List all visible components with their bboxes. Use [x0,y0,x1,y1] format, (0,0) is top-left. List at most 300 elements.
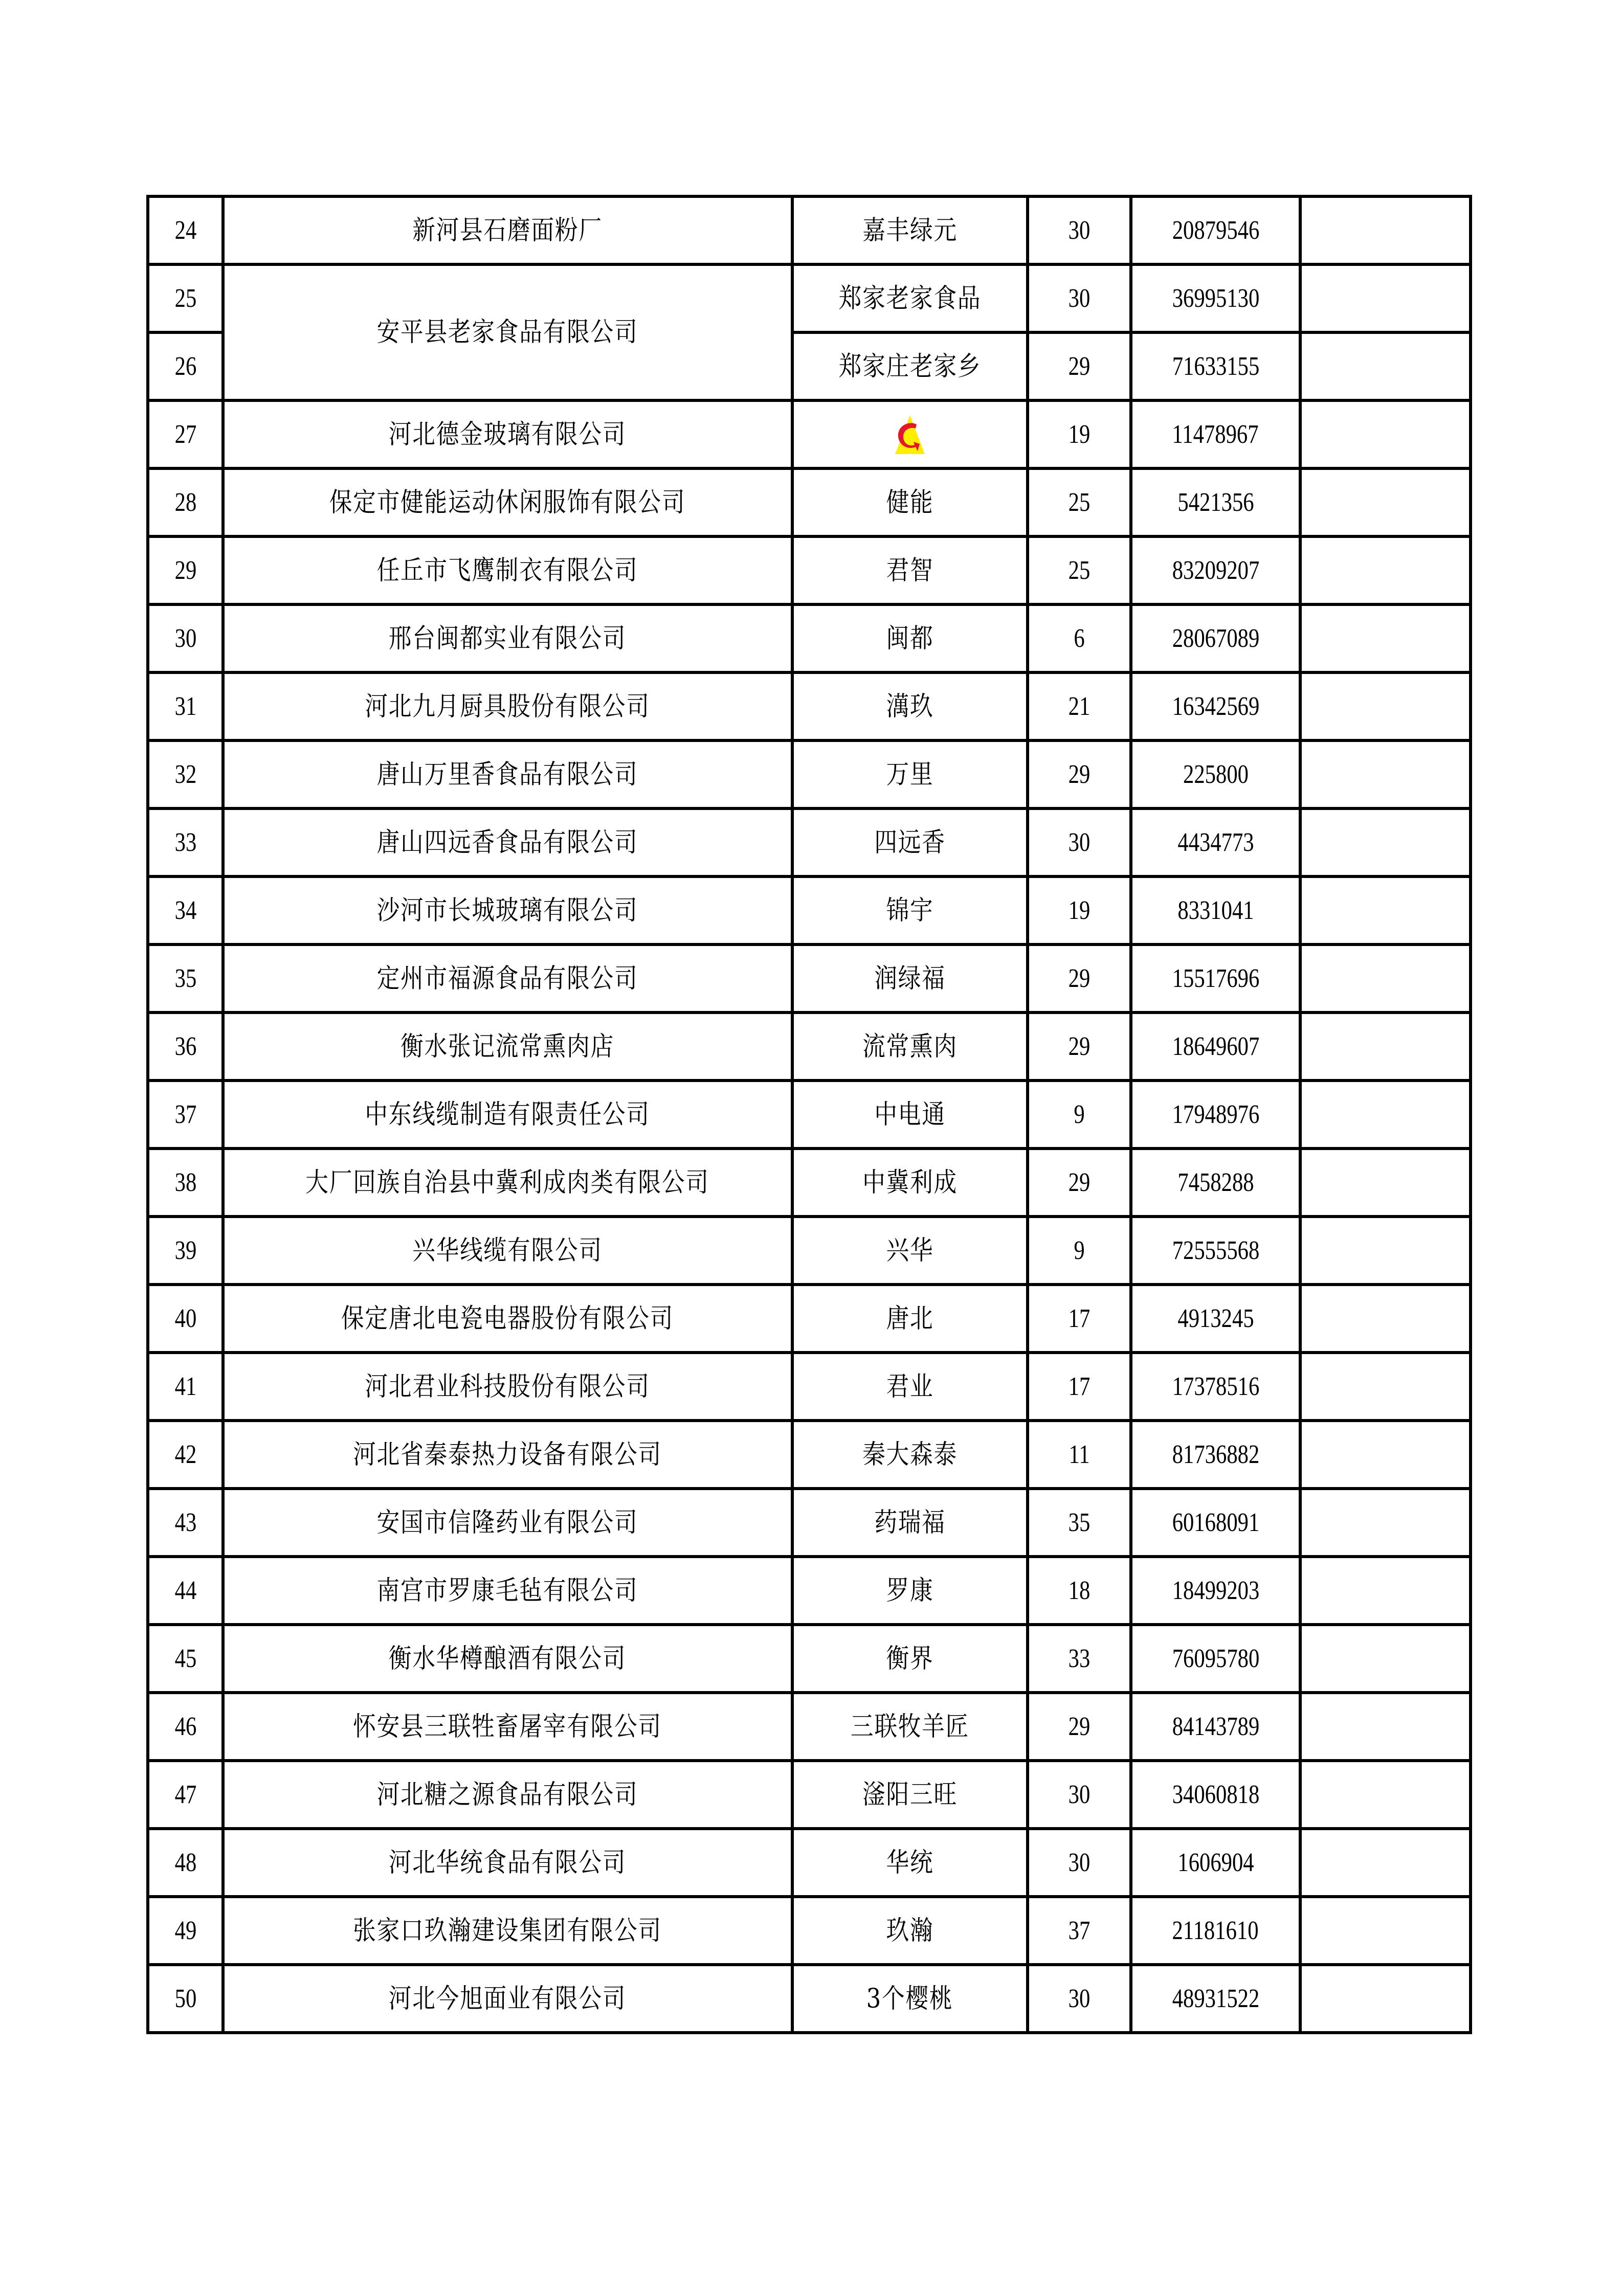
table-row [148,196,1471,264]
registration-number-cell-text: 36995130 [1172,283,1259,313]
company-name-cell [223,1761,792,1829]
company-name-cell-text: 沙河市长城玻璃有限公司 [377,895,638,926]
registration-number-cell [1131,196,1300,264]
table-row [148,1761,1471,1829]
table-row [148,1081,1471,1149]
company-name-cell-text: 河北华统食品有限公司 [389,1847,627,1878]
table-row [148,264,1471,332]
company-name-cell [223,1965,792,2033]
trademark-cell [792,1149,1028,1217]
trademark-cell-text: 秦大森泰 [862,1439,958,1470]
row-number-cell [148,672,223,740]
trademark-cell [792,468,1028,536]
remark-cell [1300,1217,1471,1285]
remark-cell [1300,1489,1471,1557]
company-name-cell-text: 大厂回族自治县中冀利成肉类有限公司 [305,1167,710,1198]
registration-number-cell [1131,1149,1300,1217]
registration-number-cell-text: 225800 [1183,759,1249,789]
company-name-cell [223,264,792,400]
row-number-cell-text: 35 [174,963,196,993]
row-number-cell [148,1489,223,1557]
class-cell-text: 30 [1068,1848,1091,1877]
class-cell-text: 6 [1074,623,1085,653]
registration-number-cell-text: 16342569 [1172,691,1259,721]
trademark-cell-text: 澫玖 [886,691,934,722]
company-name-cell [223,1557,792,1625]
remark-cell [1300,808,1471,876]
company-name-cell-text: 保定市健能运动休闲服饰有限公司 [329,487,686,518]
trademark-cell-text: 中电通 [874,1099,946,1130]
row-number-cell [148,1012,223,1081]
table-row [148,1965,1471,2033]
trademark-cell-text: 罗康 [886,1575,934,1606]
company-name-cell-text: 河北今旭面业有限公司 [389,1983,627,2014]
row-number-cell [148,264,223,332]
remark-cell [1300,1965,1471,2033]
trademark-cell-text: 中冀利成 [862,1167,958,1198]
remark-cell [1300,400,1471,468]
row-number-cell-text: 34 [174,895,196,925]
class-cell [1028,1557,1131,1625]
registration-number-cell [1131,264,1300,332]
company-name-cell [223,1217,792,1285]
remark-cell [1300,1557,1471,1625]
class-cell-text: 30 [1068,215,1091,245]
company-name-cell-text: 南宫市罗康毛毡有限公司 [377,1575,638,1606]
remark-cell [1300,1012,1471,1081]
registration-number-cell [1131,1081,1300,1149]
trademark-cell [792,808,1028,876]
remark-cell [1300,1421,1471,1489]
row-number-cell [148,196,223,264]
registration-number-cell [1131,1965,1300,2033]
registration-number-cell-text: 5421356 [1177,487,1254,517]
company-name-cell-text: 安国市信隆药业有限公司 [377,1507,638,1538]
class-cell [1028,468,1131,536]
company-name-cell-text: 张家口玖瀚建设集团有限公司 [353,1915,662,1946]
table-row [148,1149,1471,1217]
trademark-cell [792,1897,1028,1965]
class-cell [1028,1012,1131,1081]
company-name-cell-text: 邢台闽都实业有限公司 [389,623,627,654]
row-number-cell-text: 25 [174,283,196,313]
company-name-cell-text: 唐山四远香食品有限公司 [377,827,638,858]
class-cell [1028,1897,1131,1965]
trademark-cell [792,1012,1028,1081]
registration-number-cell [1131,1625,1300,1693]
company-name-cell [223,672,792,740]
trademark-cell-text: 郑家老家食品 [838,283,982,314]
row-number-cell [148,604,223,672]
trademark-cell-text: 四远香 [874,827,946,858]
table-row [148,944,1471,1012]
table-row [148,604,1471,672]
row-number-cell-text: 45 [174,1644,196,1673]
dejin-logo-icon [894,414,926,455]
registration-number-cell [1131,1693,1300,1761]
class-cell [1028,1829,1131,1897]
company-name-cell [223,808,792,876]
trademark-cell [792,536,1028,604]
trademark-cell-text: 郑家庄老家乡 [838,351,982,382]
table-row [148,740,1471,808]
class-cell [1028,1353,1131,1421]
registration-number-cell [1131,740,1300,808]
remark-cell [1300,1353,1471,1421]
row-number-cell [148,468,223,536]
company-name-cell-text: 任丘市飞鹰制衣有限公司 [377,555,638,586]
remark-cell [1300,536,1471,604]
trademark-cell-text: 君智 [886,555,934,586]
company-name-cell [223,196,792,264]
row-number-cell [148,1285,223,1353]
company-name-cell-text: 河北九月厨具股份有限公司 [365,691,651,722]
class-cell-text: 37 [1068,1916,1091,1945]
registration-number-cell [1131,400,1300,468]
registration-number-cell-text: 76095780 [1172,1644,1259,1673]
class-cell [1028,536,1131,604]
company-name-cell [223,944,792,1012]
table-row [148,1897,1471,1965]
class-cell-text: 30 [1068,1780,1091,1809]
registration-number-cell-text: 48931522 [1172,1984,1259,2013]
row-number-cell [148,1761,223,1829]
company-name-cell [223,1081,792,1149]
row-number-cell [148,536,223,604]
company-name-cell [223,876,792,944]
class-cell-text: 29 [1068,759,1091,789]
class-cell [1028,1217,1131,1285]
class-cell-text: 18 [1068,1575,1091,1605]
trademark-cell [792,1829,1028,1897]
trademark-cell [792,1421,1028,1489]
trademark-cell-text: 流常熏肉 [862,1031,958,1062]
company-name-cell [223,1421,792,1489]
table-row [148,400,1471,468]
company-name-cell [223,604,792,672]
registration-number-cell-text: 71633155 [1172,351,1259,381]
row-number-cell [148,808,223,876]
trademark-cell-text: 唐北 [886,1303,934,1334]
row-number-cell-text: 42 [174,1439,196,1469]
trademark-cell-text: 三联牧羊匠 [850,1711,970,1742]
class-cell [1028,1693,1131,1761]
table-row [148,1829,1471,1897]
class-cell [1028,1285,1131,1353]
trademark-cell [792,604,1028,672]
class-cell-text: 11 [1069,1439,1090,1469]
trademark-cell-text: 华统 [886,1847,934,1878]
class-cell [1028,672,1131,740]
remark-cell [1300,1897,1471,1965]
trademark-cell-text: 君业 [886,1371,934,1402]
class-cell [1028,1421,1131,1489]
trademark-cell [792,400,1028,468]
remark-cell [1300,672,1471,740]
row-number-cell-text: 46 [174,1712,196,1741]
registration-number-cell-text: 28067089 [1172,623,1259,653]
company-name-cell-text: 衡水华樽酿酒有限公司 [389,1643,627,1674]
registration-number-cell [1131,332,1300,400]
registration-number-cell-text: 11478967 [1172,419,1259,449]
class-cell-text: 19 [1068,419,1091,449]
registration-number-cell [1131,536,1300,604]
trademark-cell [792,264,1028,332]
row-number-cell-text: 40 [174,1303,196,1333]
remark-cell [1300,1149,1471,1217]
table-row [148,1012,1471,1081]
company-name-cell-text: 河北省秦泰热力设备有限公司 [353,1439,662,1470]
trademark-cell [792,1285,1028,1353]
registration-number-cell-text: 1606904 [1177,1848,1254,1877]
company-name-cell [223,740,792,808]
class-cell-text: 9 [1074,1099,1085,1129]
table-row [148,536,1471,604]
company-name-cell-text: 河北德金玻璃有限公司 [389,419,627,450]
class-cell [1028,1489,1131,1557]
trademark-cell [792,1557,1028,1625]
registration-number-cell [1131,604,1300,672]
table-row [148,1353,1471,1421]
row-number-cell-text: 24 [174,215,196,245]
class-cell [1028,332,1131,400]
table-body [148,196,1471,2033]
registration-number-cell-text: 15517696 [1172,963,1259,993]
class-cell [1028,944,1131,1012]
registration-number-cell [1131,1285,1300,1353]
registration-number-cell-text: 18649607 [1172,1031,1259,1061]
trademark-cell [792,672,1028,740]
company-name-cell [223,536,792,604]
class-cell-text: 19 [1068,895,1091,925]
company-name-cell-text: 中东线缆制造有限责任公司 [365,1099,651,1130]
trademark-cell-text: 药瑞福 [874,1507,946,1538]
company-name-cell-text: 怀安县三联牲畜屠宰有限公司 [353,1711,662,1742]
registration-number-cell [1131,468,1300,536]
row-number-cell [148,1217,223,1285]
class-cell [1028,1149,1131,1217]
trademark-cell [792,740,1028,808]
trademark-cell-text: 兴华 [886,1235,934,1266]
trademark-cell [792,1081,1028,1149]
class-cell [1028,604,1131,672]
class-cell-text: 29 [1068,1031,1091,1061]
company-name-cell [223,1353,792,1421]
row-number-cell [148,1353,223,1421]
trademark-cell [792,1625,1028,1693]
class-cell-text: 21 [1068,691,1091,721]
row-number-cell [148,944,223,1012]
registration-number-cell [1131,1012,1300,1081]
row-number-cell [148,1625,223,1693]
row-number-cell-text: 31 [174,691,196,721]
table-row [148,808,1471,876]
company-name-cell [223,1897,792,1965]
row-number-cell-text: 49 [174,1916,196,1945]
class-cell-text: 29 [1068,1712,1091,1741]
row-number-cell-text: 36 [174,1031,196,1061]
trademark-cell-text: 闽都 [886,623,934,654]
trademark-cell-text: 锦宇 [886,895,934,926]
company-name-cell [223,400,792,468]
row-number-cell [148,740,223,808]
row-number-cell [148,876,223,944]
remark-cell [1300,1829,1471,1897]
registration-number-cell-text: 34060818 [1172,1780,1259,1809]
class-cell-text: 25 [1068,555,1091,585]
trademark-cell [792,1693,1028,1761]
row-number-cell [148,1829,223,1897]
registration-number-cell [1131,1829,1300,1897]
table-row [148,1217,1471,1285]
registration-number-cell-text: 17948976 [1172,1099,1259,1129]
registration-number-cell [1131,1217,1300,1285]
trademark-cell [792,1217,1028,1285]
company-name-cell [223,1149,792,1217]
table-row [148,1557,1471,1625]
class-cell-text: 25 [1068,487,1091,517]
row-number-cell-text: 32 [174,759,196,789]
row-number-cell [148,1557,223,1625]
company-name-cell [223,468,792,536]
registration-number-cell [1131,1761,1300,1829]
table-row [148,672,1471,740]
row-number-cell [148,332,223,400]
row-number-cell-text: 30 [174,623,196,653]
class-cell-text: 29 [1068,963,1091,993]
row-number-cell-text: 41 [174,1371,196,1401]
row-number-cell-text: 48 [174,1848,196,1877]
trademark-cell [792,332,1028,400]
remark-cell [1300,944,1471,1012]
trademark-cell-text: 衡界 [886,1643,934,1674]
class-cell-text: 35 [1068,1507,1091,1537]
row-number-cell-text: 50 [174,1984,196,2013]
registration-number-cell [1131,1489,1300,1557]
row-number-cell [148,1081,223,1149]
table-row [148,468,1471,536]
row-number-cell-text: 27 [174,419,196,449]
trademark-cell-text: 润绿福 [874,963,946,994]
trademark-cell-text: 3个樱桃 [866,1983,953,2014]
trademark-cell [792,1761,1028,1829]
remark-cell [1300,876,1471,944]
registration-number-cell-text: 83209207 [1172,555,1259,585]
row-number-cell-text: 38 [174,1167,196,1197]
remark-cell [1300,1081,1471,1149]
registration-number-cell [1131,1897,1300,1965]
row-number-cell [148,1421,223,1489]
trademark-cell-text: 健能 [886,487,934,518]
company-name-cell [223,1829,792,1897]
row-number-cell-text: 33 [174,827,196,857]
row-number-cell-text: 47 [174,1780,196,1809]
registration-number-cell-text: 72555568 [1172,1235,1259,1265]
table-row [148,1489,1471,1557]
trademark-cell [792,876,1028,944]
row-number-cell-text: 39 [174,1235,196,1265]
registration-number-cell-text: 81736882 [1172,1439,1259,1469]
company-name-cell-text: 新河县石磨面粉厂 [412,215,603,246]
class-cell [1028,1965,1131,2033]
trademark-cell [792,1353,1028,1421]
company-name-cell-text: 定州市福源食品有限公司 [377,963,638,994]
trademark-cell-text: 滏阳三旺 [862,1779,958,1810]
company-name-cell [223,1285,792,1353]
registration-number-cell-text: 17378516 [1172,1371,1259,1401]
remark-cell [1300,332,1471,400]
registration-number-cell [1131,1557,1300,1625]
class-cell-text: 29 [1068,351,1091,381]
registration-number-cell-text: 60168091 [1172,1507,1259,1537]
remark-cell [1300,740,1471,808]
trademark-table [146,195,1472,2034]
table-row [148,1285,1471,1353]
remark-cell [1300,1285,1471,1353]
remark-cell [1300,1693,1471,1761]
row-number-cell [148,1897,223,1965]
remark-cell [1300,1625,1471,1693]
registration-number-cell-text: 20879546 [1172,215,1259,245]
class-cell [1028,808,1131,876]
row-number-cell-text: 28 [174,487,196,517]
registration-number-cell [1131,944,1300,1012]
class-cell-text: 9 [1074,1235,1085,1265]
company-name-cell [223,1489,792,1557]
class-cell-text: 29 [1068,1167,1091,1197]
trademark-cell-text: 玖瀚 [886,1915,934,1946]
class-cell-text: 30 [1068,1984,1091,2013]
class-cell [1028,1081,1131,1149]
class-cell-text: 17 [1068,1371,1091,1401]
registration-number-cell [1131,876,1300,944]
company-name-cell-text: 河北糖之源食品有限公司 [377,1779,638,1810]
company-name-cell-text: 兴华线缆有限公司 [412,1235,603,1266]
registration-number-cell [1131,808,1300,876]
registration-number-cell [1131,1421,1300,1489]
class-cell-text: 30 [1068,283,1091,313]
remark-cell [1300,1761,1471,1829]
trademark-cell [792,1965,1028,2033]
trademark-cell-text: 万里 [886,759,934,790]
company-name-cell [223,1693,792,1761]
company-name-cell-text: 衡水张记流常熏肉店 [401,1031,615,1062]
remark-cell [1300,196,1471,264]
registration-number-cell-text: 21181610 [1172,1916,1259,1945]
registration-number-cell-text: 7458288 [1177,1167,1254,1197]
trademark-cell-text: 嘉丰绿元 [862,215,958,246]
row-number-cell-text: 43 [174,1507,196,1537]
row-number-cell [148,1149,223,1217]
row-number-cell [148,1965,223,2033]
table-row [148,1421,1471,1489]
table-row [148,1625,1471,1693]
table-row [148,876,1471,944]
class-cell-text: 33 [1068,1644,1091,1673]
class-cell [1028,740,1131,808]
remark-cell [1300,468,1471,536]
registration-number-cell [1131,1353,1300,1421]
trademark-cell [792,1489,1028,1557]
company-name-cell-text: 安平县老家食品有限公司 [377,317,638,348]
company-name-cell [223,1625,792,1693]
remark-cell [1300,604,1471,672]
row-number-cell-text: 44 [174,1575,196,1605]
registration-number-cell-text: 84143789 [1172,1712,1259,1741]
class-cell-text: 17 [1068,1303,1091,1333]
trademark-cell [792,944,1028,1012]
row-number-cell-text: 29 [174,555,196,585]
